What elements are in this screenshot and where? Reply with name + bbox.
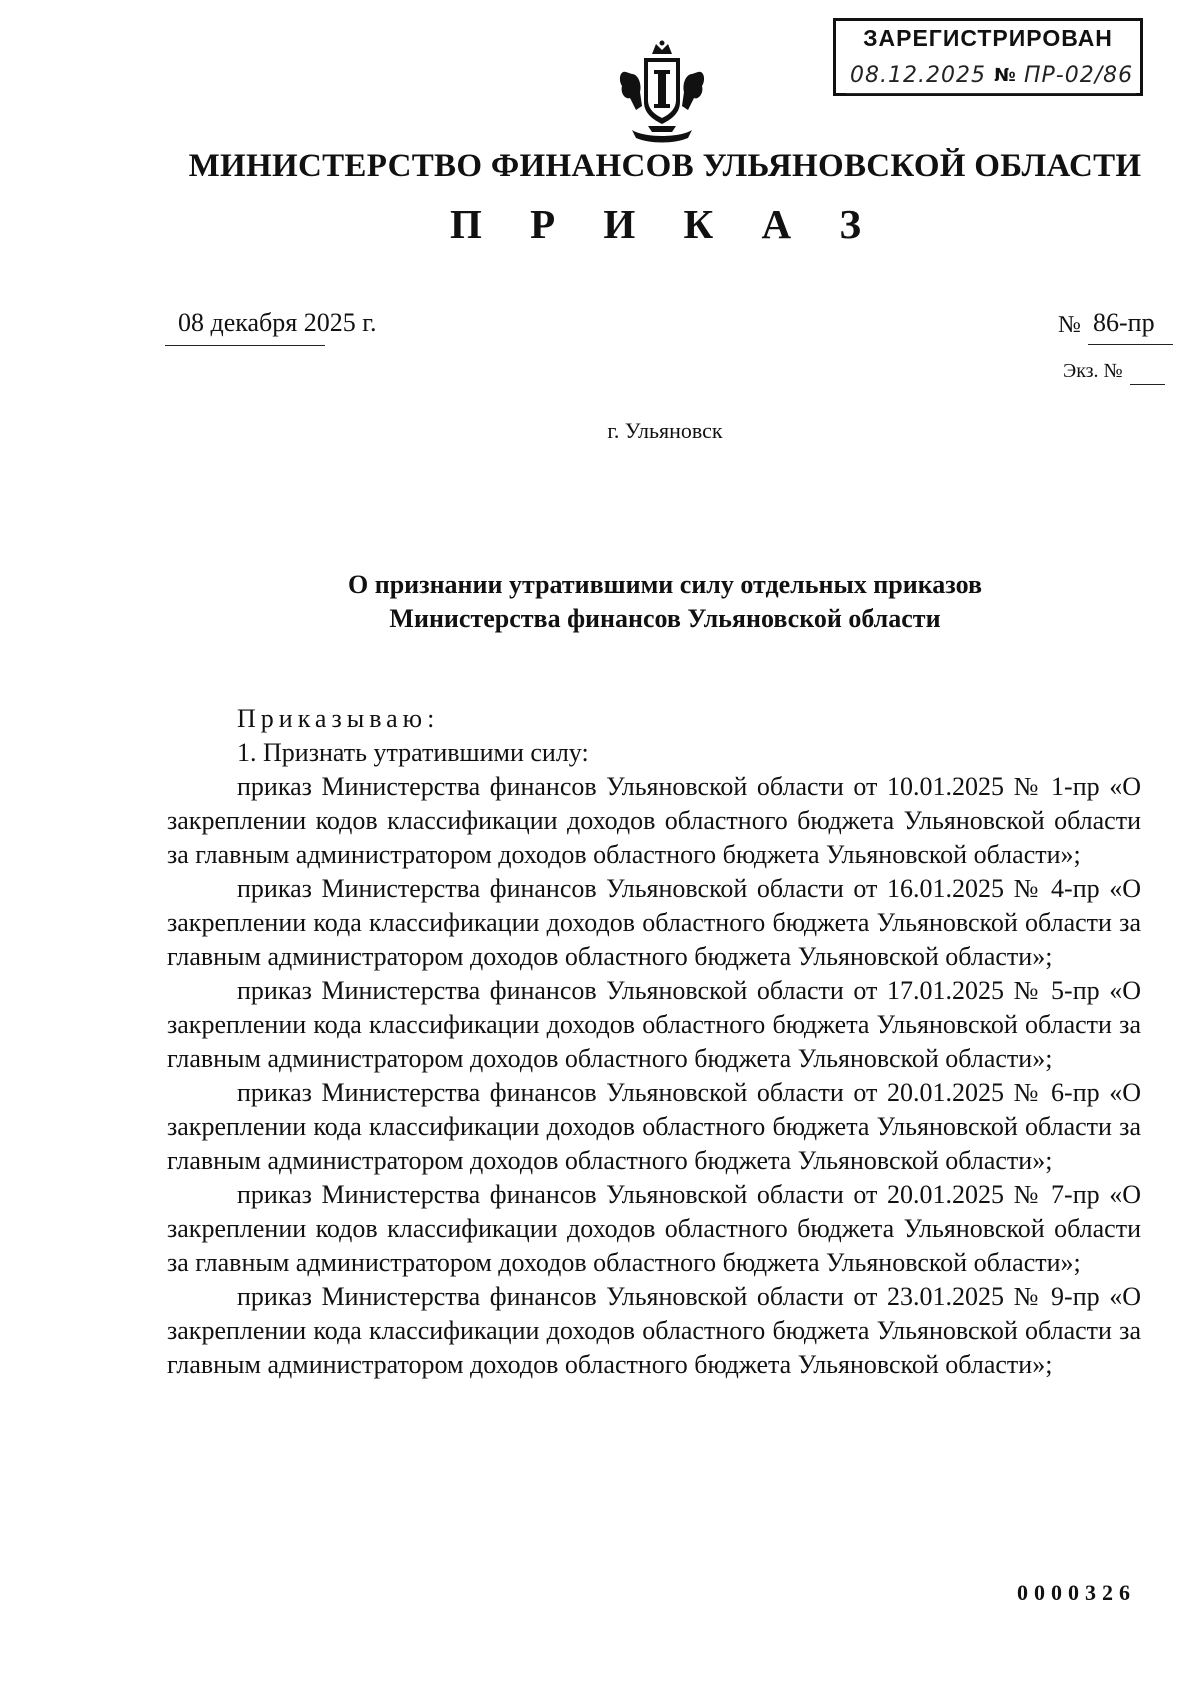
order-date: 08 декабря 2025 г.	[178, 308, 377, 337]
form-serial-number: 0000326	[1017, 1580, 1136, 1605]
stamp-registration-line	[846, 63, 1132, 91]
order-body	[167, 702, 1141, 1382]
revoked-order-item: приказ Министерства финансов Ульяновской области от 17.01.2025 № 5-пр «О закреплении кода классификации доходов областного бюджета Ульяновской области за главным администратором доходов областного бюджета Ульяновской области»;	[167, 976, 1141, 1073]
revoked-order-item: приказ Министерства финансов Ульяновской области от 20.01.2025 № 6-пр «О закреплении кода классификации доходов областного бюджета Ульяновской области за главным администратором доходов областного бюджета Ульяновской области»;	[167, 1078, 1141, 1175]
stamp-number-label: №	[994, 65, 1016, 86]
revoked-order-item: приказ Министерства финансов Ульяновской области от 23.01.2025 № 9-пр «О закреплении кода классификации доходов областного бюджета Ульяновской области за главным администратором доходов областного бюджета Ульяновской области»;	[167, 1282, 1141, 1379]
revoked-order-item: приказ Министерства финансов Ульяновской области от 20.01.2025 № 7-пр «О закреплении кодов классификации доходов областного бюджета Ульяновской области за главным администратором доходов областного бюджета Ульяновской области»;	[167, 1180, 1141, 1277]
order-number-label: №	[1058, 312, 1081, 338]
subject-line-2: Министерства финансов Ульяновской области	[389, 604, 941, 633]
copy-number-label: Экз. №	[1063, 360, 1123, 382]
registration-stamp	[833, 18, 1143, 96]
ulyanovsk-coat-of-arms-icon	[612, 40, 712, 150]
order-number: 86-пр	[1093, 308, 1155, 337]
number-underline	[1088, 344, 1173, 345]
revoked-order-item: приказ Министерства финансов Ульяновской области от 10.01.2025 № 1-пр «О закреплении кодов классификации доходов областного бюджета Ульяновской области за главным администратором доходов областного бюджета Ульяновской области»;	[167, 772, 1141, 869]
order-word: Приказываю:	[237, 704, 440, 733]
stamp-date: 08.12.2025	[850, 63, 986, 88]
document-type-title: П Р И К А З	[449, 201, 881, 247]
ministry-name: МИНИСТЕРСТВО ФИНАНСОВ УЛЬЯНОВСКОЙ ОБЛАСТИ	[188, 148, 1142, 184]
stamp-underline	[846, 93, 1136, 94]
order-subject	[0, 568, 1200, 636]
stamp-title: ЗАРЕГИСТРИРОВАН	[863, 25, 1113, 51]
copy-number-underline	[1130, 384, 1165, 385]
stamp-number: ПР-02/86	[1024, 63, 1134, 88]
clause-1: 1. Признать утратившими силу:	[237, 738, 589, 767]
date-underline	[165, 345, 325, 346]
subject-line-1: О признании утратившими силу отдельных приказов	[347, 570, 982, 599]
revoked-order-item: приказ Министерства финансов Ульяновской области от 16.01.2025 № 4-пр «О закреплении кода классификации доходов областного бюджета Ульяновской области за главным администратором доходов областного бюджета Ульяновской области»;	[167, 874, 1141, 971]
city: г. Ульяновск	[607, 418, 723, 443]
